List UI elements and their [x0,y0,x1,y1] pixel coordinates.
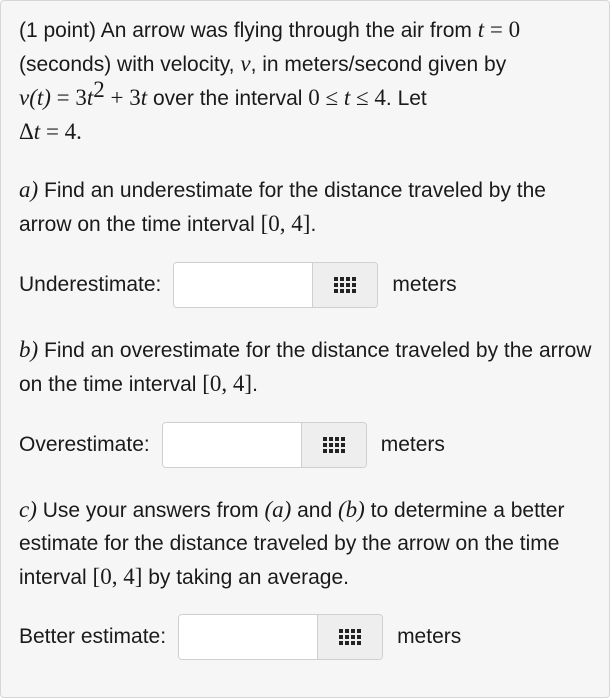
better-estimate-row [19,613,461,661]
part-label: b) [19,337,39,362]
math-interval: [0, 4] [92,564,143,589]
math-delta: Δ [19,119,34,144]
math-t: t [343,85,351,110]
unit-label: meters [392,273,457,296]
math-exponent: 2 [93,77,105,102]
better-estimate-input[interactable] [179,615,317,659]
part-c-question [19,493,599,594]
math-eq0: = 0 [484,17,521,42]
math-ref: (b) [338,497,365,522]
math-v: v [240,51,251,76]
part-label: c) [19,497,37,522]
question-text: Use your answers from [36,499,265,522]
question-text: to determine a better estimate for the distance traveled by the arrow on the time interval [19,499,565,589]
math-interval: [0, 4] [260,211,311,236]
unit-label: meters [397,625,462,648]
intro-text: over the interval [147,87,309,110]
equation-palette-icon [334,277,356,293]
math-t: t [86,85,94,110]
equation-palette-button[interactable] [301,423,366,467]
punct: . [252,373,258,396]
equation-palette-icon [339,629,361,645]
math-ineq: 0 ≤ [308,85,344,110]
intro-text: , in meters/second given by [250,53,507,76]
underestimate-field [173,262,378,308]
overestimate-row [19,421,445,469]
math-ineq: ≤ 4 [350,85,386,110]
better-estimate-field [178,614,383,660]
overestimate-field [162,422,367,468]
math-vt: v(t) [19,85,51,110]
math-t: t [33,119,41,144]
intro-text: (1 point) An arrow was flying through the air from [19,19,478,42]
equation-palette-button[interactable] [317,615,382,659]
better-estimate-label: Better estimate: [19,625,167,648]
underestimate-input[interactable] [174,263,312,307]
overestimate-input[interactable] [163,423,301,467]
equation-palette-icon [323,437,345,453]
question-text: by taking an average. [142,566,349,589]
question-text: Find an underestimate for the distance traveled by the arrow on the time interval [19,179,546,236]
math-ref: (a) [264,497,292,522]
part-label: a) [19,177,39,202]
math-eq: = 4. [40,119,82,144]
underestimate-label: Underestimate: [19,273,162,296]
problem-intro [19,13,599,149]
intro-text: . Let [385,87,427,110]
equation-palette-button[interactable] [312,263,377,307]
question-text: Find an overestimate for the distance traveled by the arrow on the time interval [19,339,592,396]
math-rhs: + 3 [104,85,141,110]
math-rhs: = 3 [50,85,87,110]
math-t: t [477,17,485,42]
intro-text: (seconds) with velocity, [19,53,241,76]
question-text: and [291,499,338,522]
part-a-question [19,173,599,241]
punct: . [310,213,317,236]
math-interval: [0, 4] [202,371,253,396]
part-b-question [19,333,599,401]
unit-label: meters [380,433,445,456]
overestimate-label: Overestimate: [19,433,150,456]
math-t: t [140,85,148,110]
underestimate-row [19,261,457,309]
